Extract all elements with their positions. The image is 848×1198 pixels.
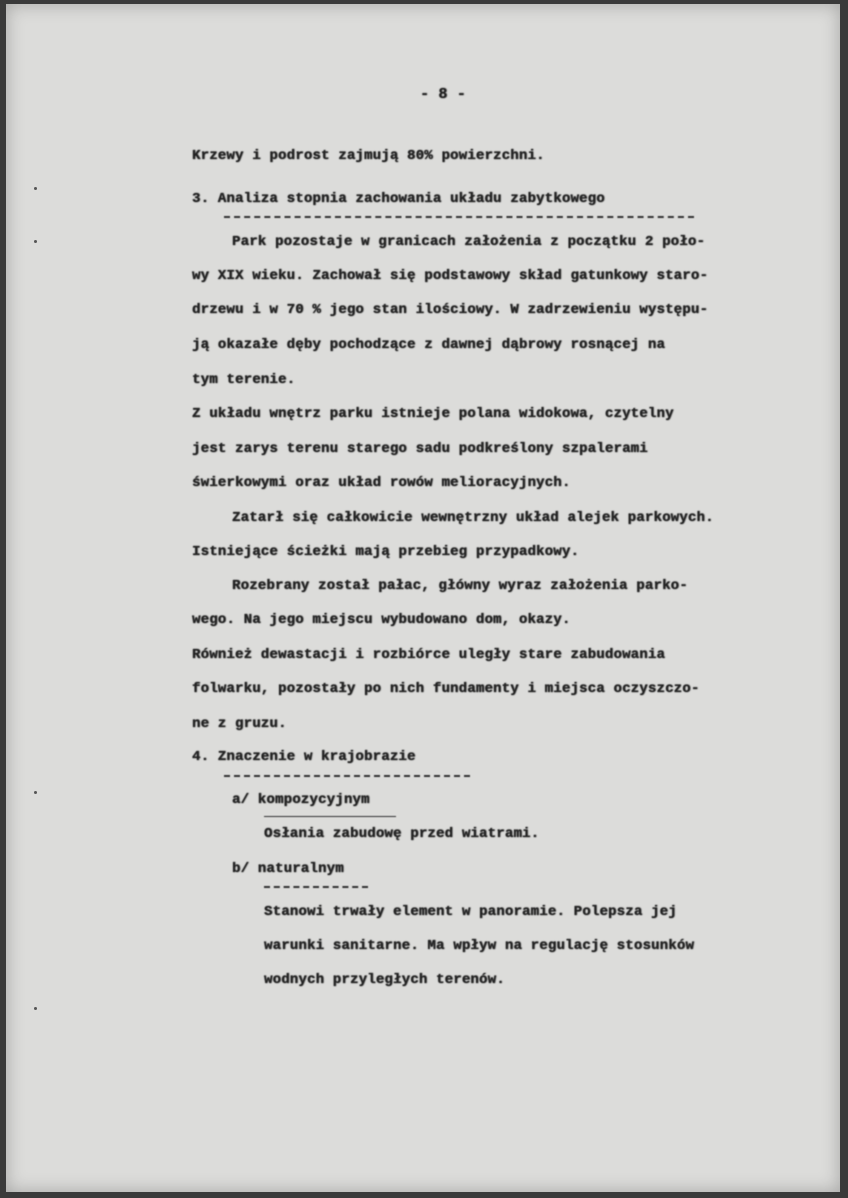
item-a-label: a/ kompozycyjnym — [232, 792, 370, 808]
body-line: wego. Na jego miejscu wybudowano dom, okazy. — [192, 612, 571, 628]
document-page — [6, 4, 840, 1192]
body-line: folwarku, pozostały po nich fundamenty i miejsca oczyszczo- — [192, 681, 700, 697]
margin-mark — [34, 791, 37, 794]
item-b-label: b/ naturalnym — [232, 861, 344, 877]
item-b-underline — [264, 886, 368, 888]
body-line: Z układu wnętrz parku istnieje polana widokowa, czytelny — [192, 406, 674, 422]
body-line: drzewu i w 70 % jego stan ilościowy. W zadrzewieniu występu- — [192, 302, 709, 318]
item-b-text: Stanowi trwały element w panoramie. Polepsza jej — [264, 904, 677, 920]
margin-mark — [34, 240, 37, 243]
item-b-text: wodnych przyległych terenów. — [264, 972, 505, 988]
section-4-underline — [224, 775, 470, 777]
body-line: wy XIX wieku. Zachował się podstawowy skład gatunkowy staro- — [192, 268, 709, 284]
page-number: - 8 - — [420, 86, 467, 103]
body-line: tym terenie. — [192, 372, 296, 388]
item-a-underline — [264, 816, 396, 817]
body-line: świerkowymi oraz układ rowów melioracyjnych. — [192, 475, 571, 491]
body-line: Park pozostaje w granicach założenia z początku 2 poło- — [232, 234, 706, 250]
body-line: Istniejące ścieżki mają przebieg przypadkowy. — [192, 544, 580, 560]
body-line: ją okazałe dęby pochodzące z dawnej dąbrowy rosnącej na — [192, 337, 666, 353]
body-line: Również dewastacji i rozbiórce uległy stare zabudowania — [192, 647, 666, 663]
section-3-underline — [224, 216, 694, 218]
body-line: jest zarys terenu starego sadu podkreślony szpalerami — [192, 441, 648, 457]
item-a-text: Osłania zabudowę przed wiatrami. — [264, 826, 540, 842]
body-line: Rozebrany został pałac, główny wyraz założenia parko- — [232, 578, 688, 594]
body-line: Zatarł się całkowicie wewnętrzny układ alejek parkowych. — [232, 510, 714, 526]
item-b-text: warunki sanitarne. Ma wpływ na regulację stosunków — [264, 938, 695, 954]
margin-mark — [34, 187, 37, 190]
section-3-heading: 3. Analiza stopnia zachowania układu zabytkowego — [192, 191, 605, 207]
body-line: ne z gruzu. — [192, 716, 287, 732]
margin-mark — [34, 1007, 37, 1010]
intro-line: Krzewy i podrost zajmują 80% powierzchni. — [192, 148, 545, 164]
section-4-heading: 4. Znaczenie w krajobrazie — [192, 749, 416, 765]
